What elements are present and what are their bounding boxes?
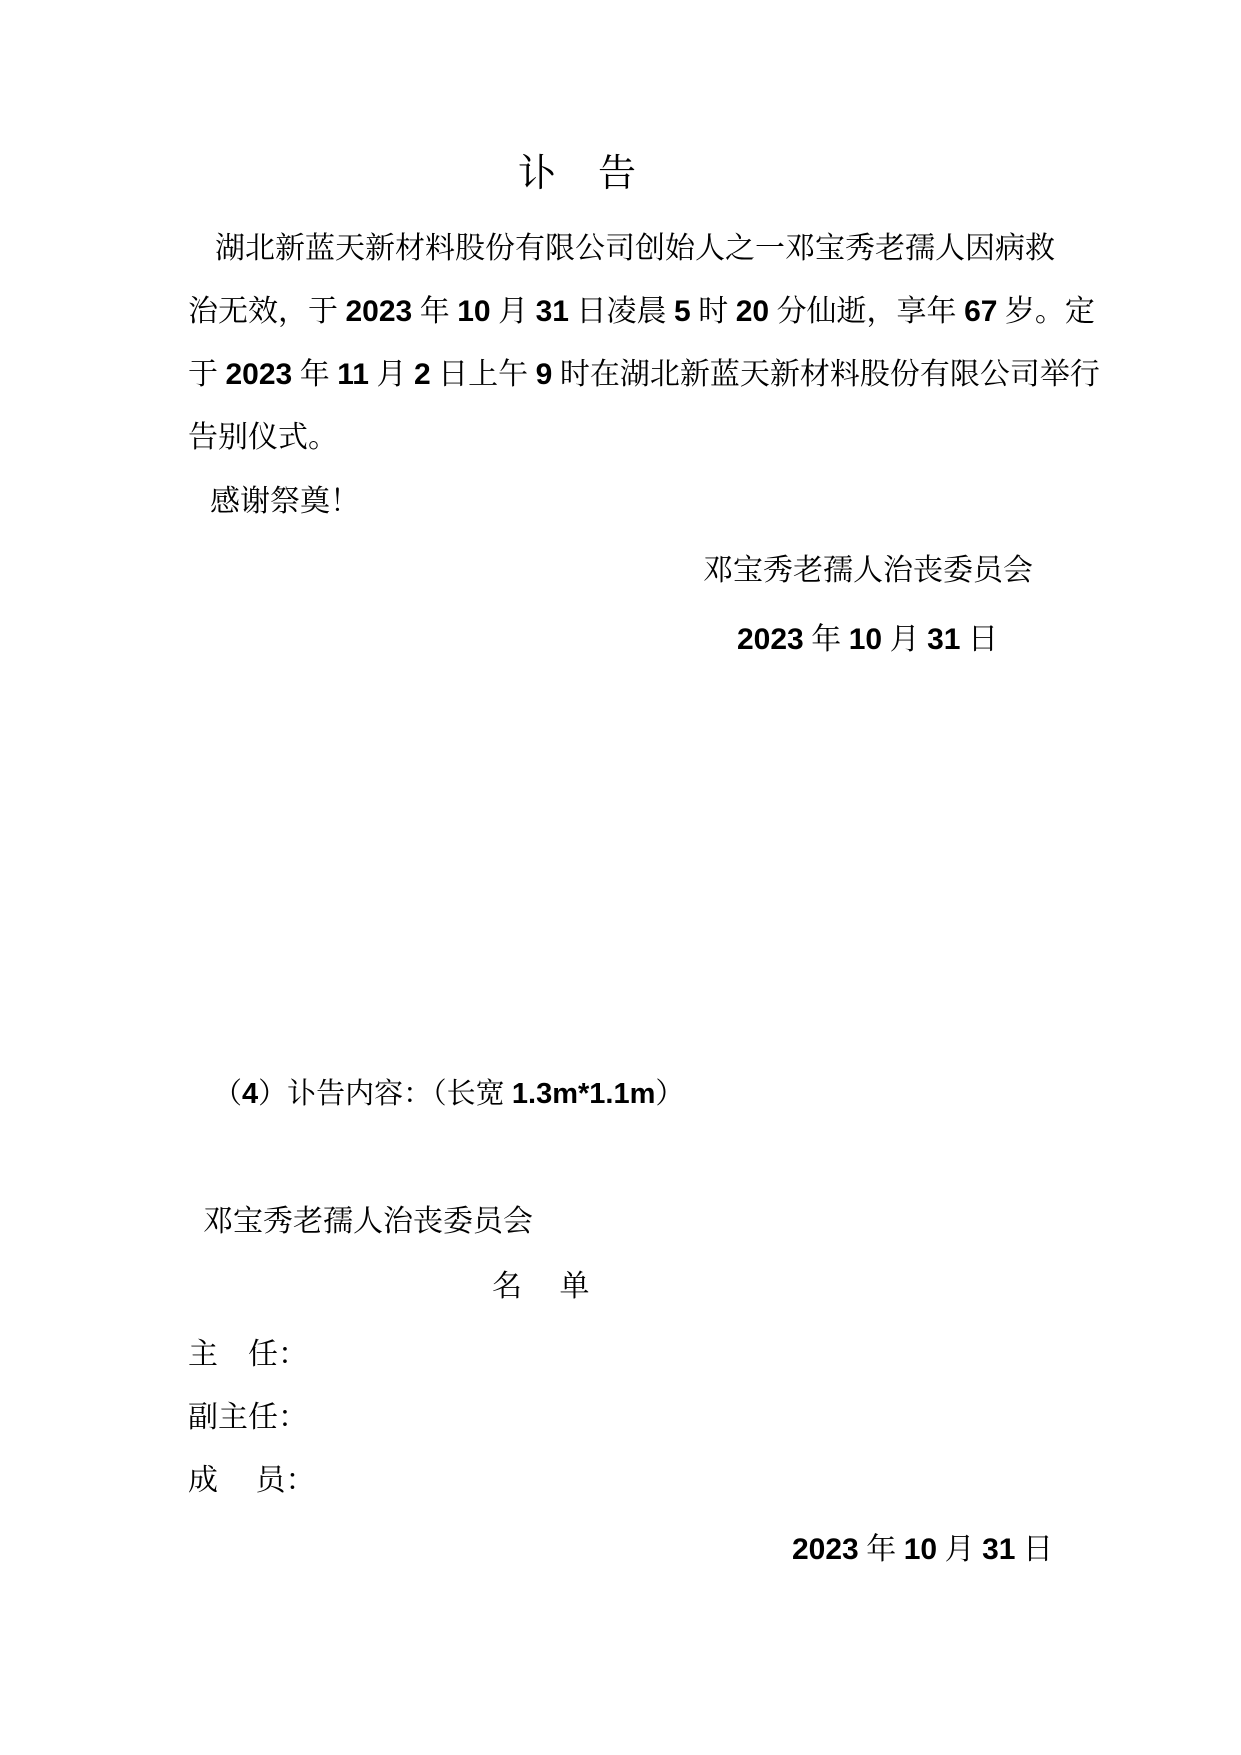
thanks-line: 感谢祭奠！: [210, 485, 360, 518]
roster-role-list: [188, 1323, 316, 1512]
roster-date: 2023 年 10 月 31 日: [792, 1533, 1053, 1566]
roster-list-title: 名 单: [492, 1270, 590, 1303]
roster-role-members: 成 员：: [188, 1464, 316, 1497]
roster-role-director: 主 任：: [188, 1338, 308, 1371]
signature-date: 2023 年 10 月 31 日: [737, 623, 998, 656]
notice-line-4: 告别仪式。: [188, 421, 338, 454]
signature-committee: 邓宝秀老孺人治丧委员会: [703, 554, 1033, 587]
notice-line-1: 湖北新蓝天新材料股份有限公司创始人之一邓宝秀老孺人因病救: [215, 232, 1055, 265]
document-title: 讣 告: [517, 153, 638, 195]
notice-paragraph: [188, 217, 1100, 469]
notice-line-2: 治无效，于 2023 年 10 月 31 日凌晨 5 时 20 分仙逝，享年 67 岁。定: [188, 295, 1095, 328]
annotation-caption: （4）讣告内容：（长宽 1.3m*1.1m）: [213, 1078, 685, 1110]
notice-line-3: 于 2023 年 11 月 2 日上午 9 时在湖北新蓝天新材料股份有限公司举行: [188, 358, 1100, 391]
roster-committee-name: 邓宝秀老孺人治丧委员会: [203, 1205, 533, 1238]
roster-role-deputy-director: 副主任：: [188, 1401, 308, 1434]
